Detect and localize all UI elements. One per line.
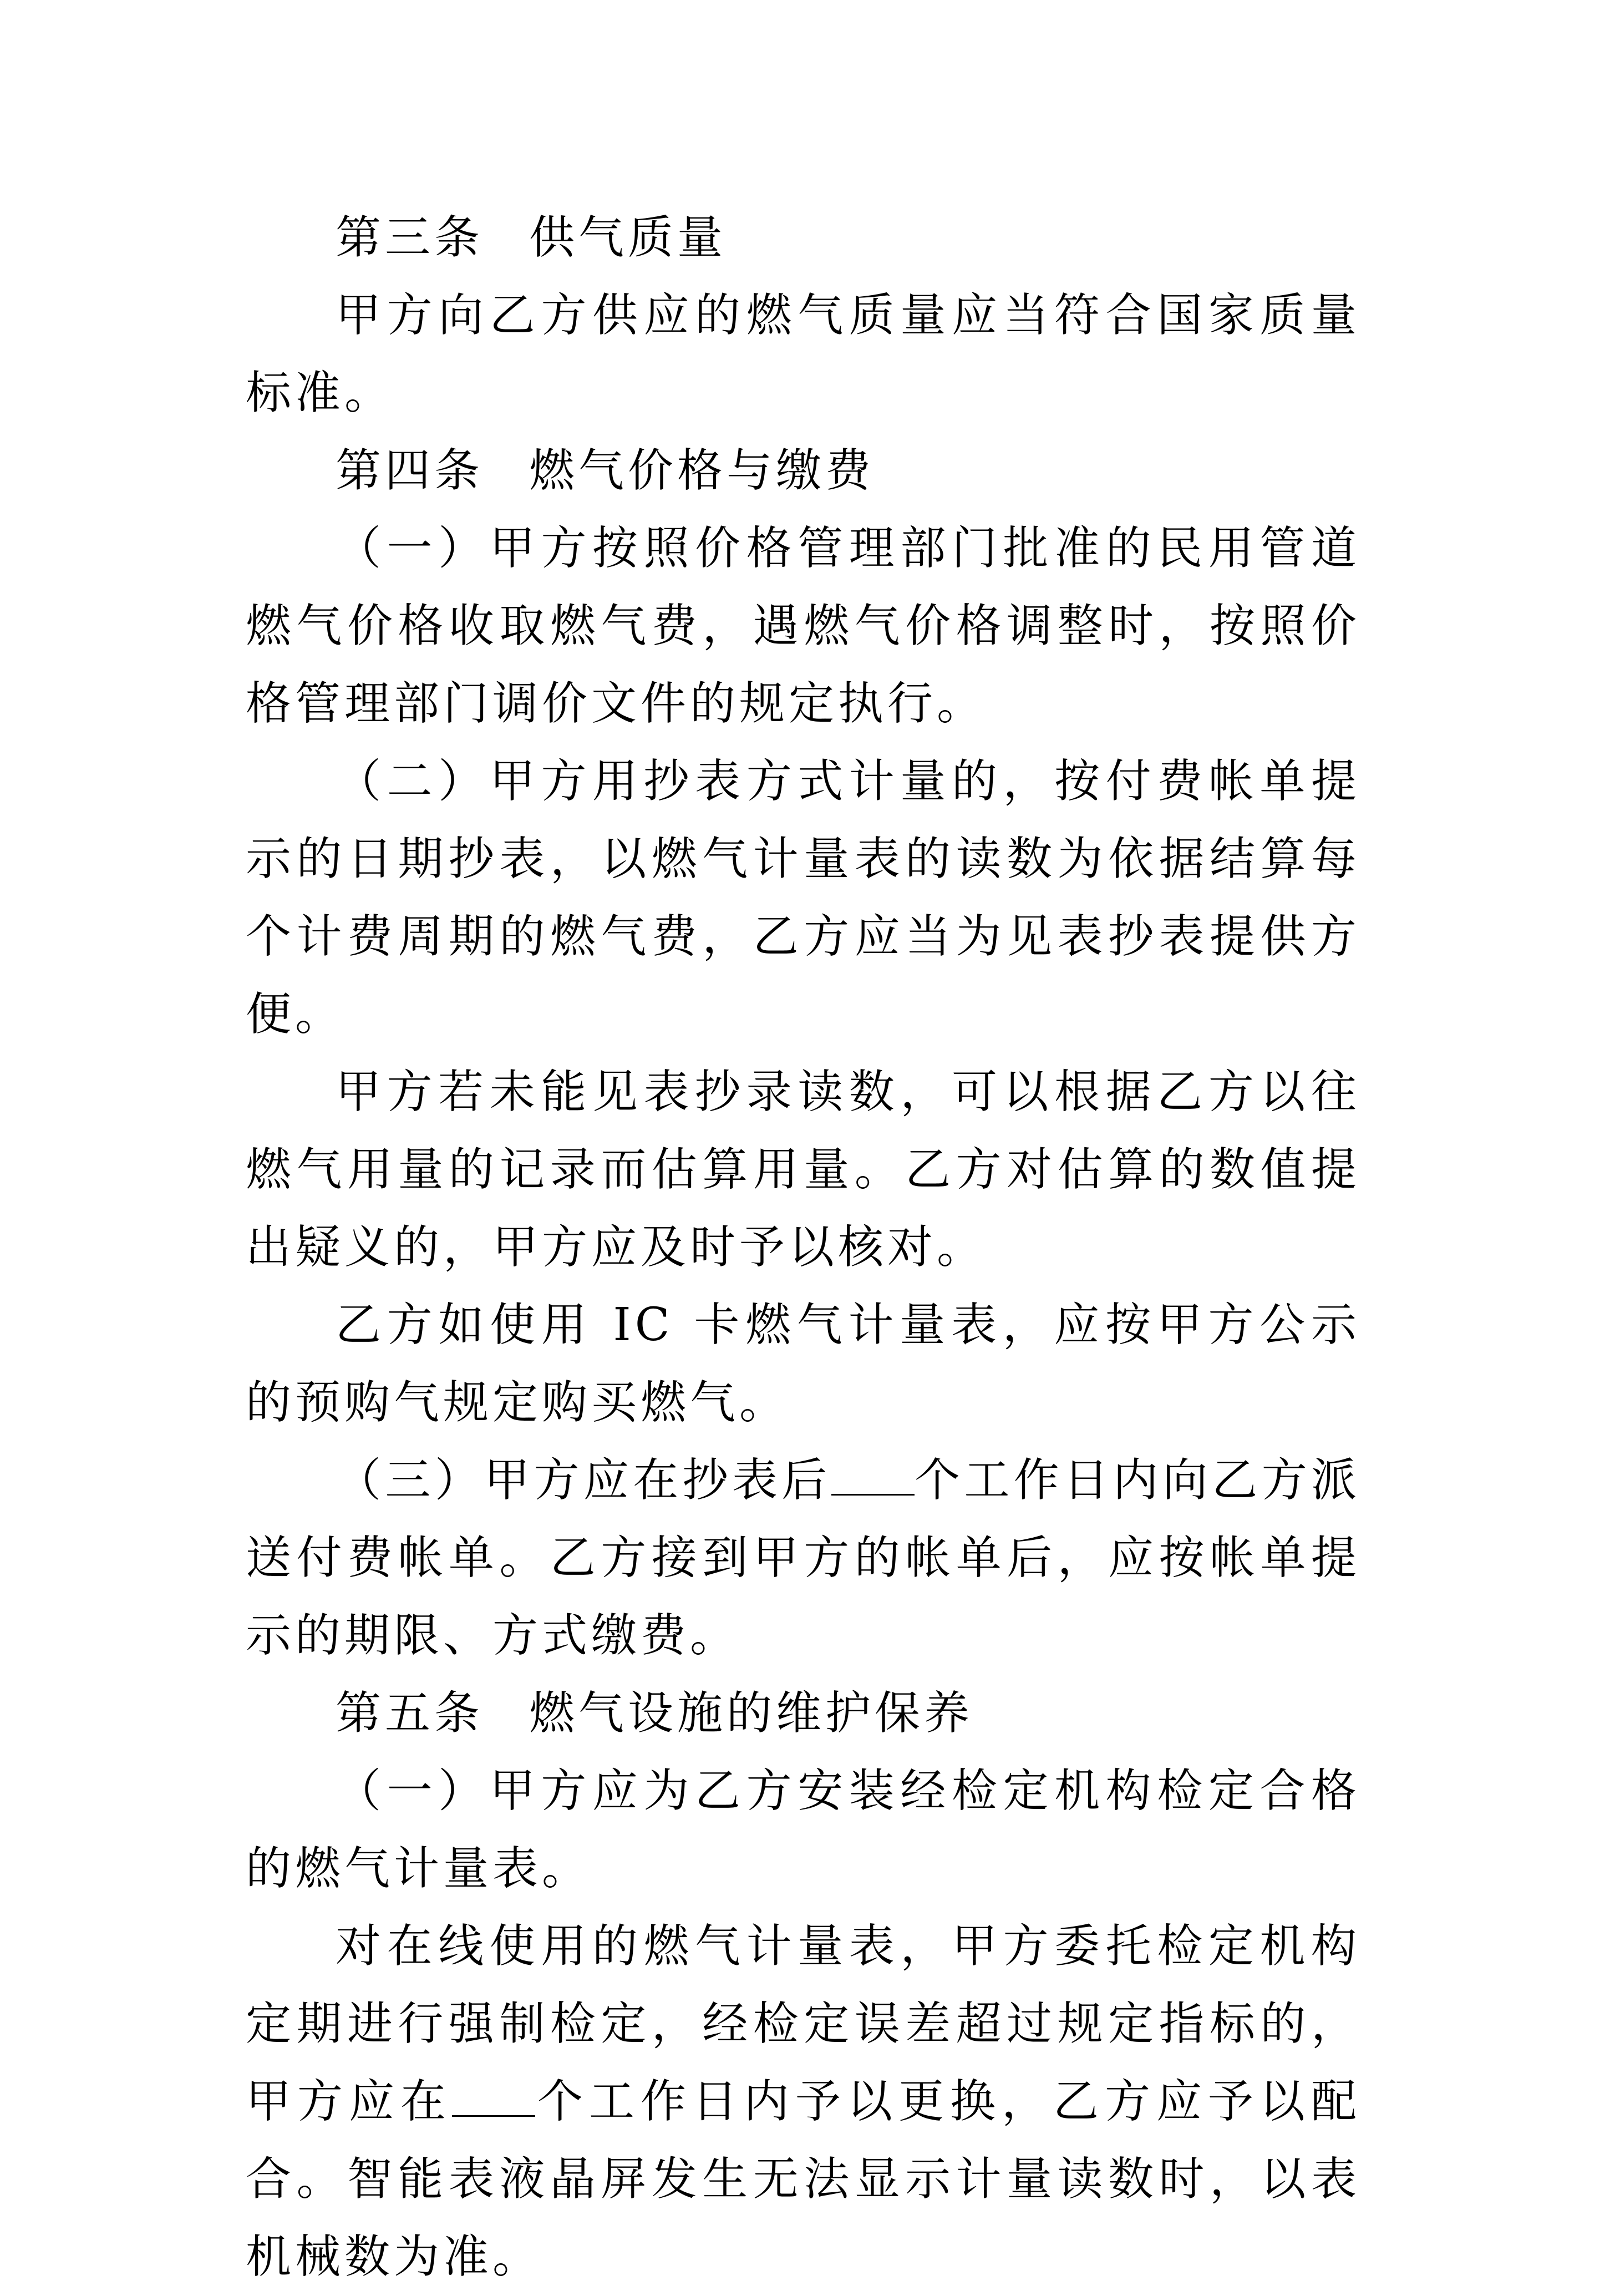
article-3-paragraph: 甲方向乙方供应的燃气质量应当符合国家质量标准。 [246, 289, 1360, 419]
article-4-number: 第四条 [336, 444, 484, 497]
clause-3-text-before-blank: （三）甲方应在抄表后 [336, 1454, 831, 1507]
verification-text-before-blank: 对在线使用的燃气计量表，甲方委托检定机构定期进行强制检定，经检定误差超过规定指标的，甲方应在 [246, 1920, 1360, 2128]
article-4-title: 燃气价格与缴费 [529, 444, 875, 497]
article-4-clause-1: （一）甲方按照价格管理部门批准的民用管道燃气价格收取燃气费，遇燃气价格调整时，按照价格管理部门调价文件的规定执行。 [246, 522, 1360, 730]
article-5-verification-paragraph [246, 1908, 1360, 2296]
article-4-clause-3 [246, 1442, 1360, 1675]
article-4-heading [246, 432, 1360, 510]
verification-text-after-blank: 个工作日内予以更换，乙方应予以配合。智能表液晶屏发生无法显示计量读数时，以表机械数为准。 [246, 2075, 1360, 2283]
article-5-title: 燃气设施的维护保养 [529, 1687, 974, 1740]
clause-3-text-after-blank: 个工作日内向乙方派送付费帐单。乙方接到甲方的帐单后，应按帐单提示的期限、方式缴费。 [246, 1454, 1360, 1662]
days-blank-field[interactable] [831, 1455, 915, 1496]
article-4-clause-2: （二）甲方用抄表方式计量的，按付费帐单提示的日期抄表，以燃气计量表的读数为依据结算每个计费周期的燃气费，乙方应当为见表抄表提供方便。 [246, 755, 1360, 1041]
article-4-estimate-paragraph: 甲方若未能见表抄录读数，可以根据乙方以往燃气用量的记录而估算用量。乙方对估算的数值提出疑义的，甲方应及时予以核对。 [246, 1066, 1360, 1274]
article-5-clause-1: （一）甲方应为乙方安装经检定机构检定合格的燃气计量表。 [246, 1765, 1360, 1895]
article-3-number: 第三条 [336, 211, 484, 264]
article-5-number: 第五条 [336, 1687, 484, 1740]
article-4-ic-card-paragraph: 乙方如使用 IC 卡燃气计量表，应按甲方公示的预购气规定购买燃气。 [246, 1299, 1360, 1429]
article-5-heading [246, 1675, 1360, 1752]
article-3-title: 供气质量 [529, 211, 727, 264]
article-3-heading [246, 199, 1360, 277]
replacement-days-blank-field[interactable] [452, 2076, 535, 2117]
document-body [246, 199, 1360, 2296]
